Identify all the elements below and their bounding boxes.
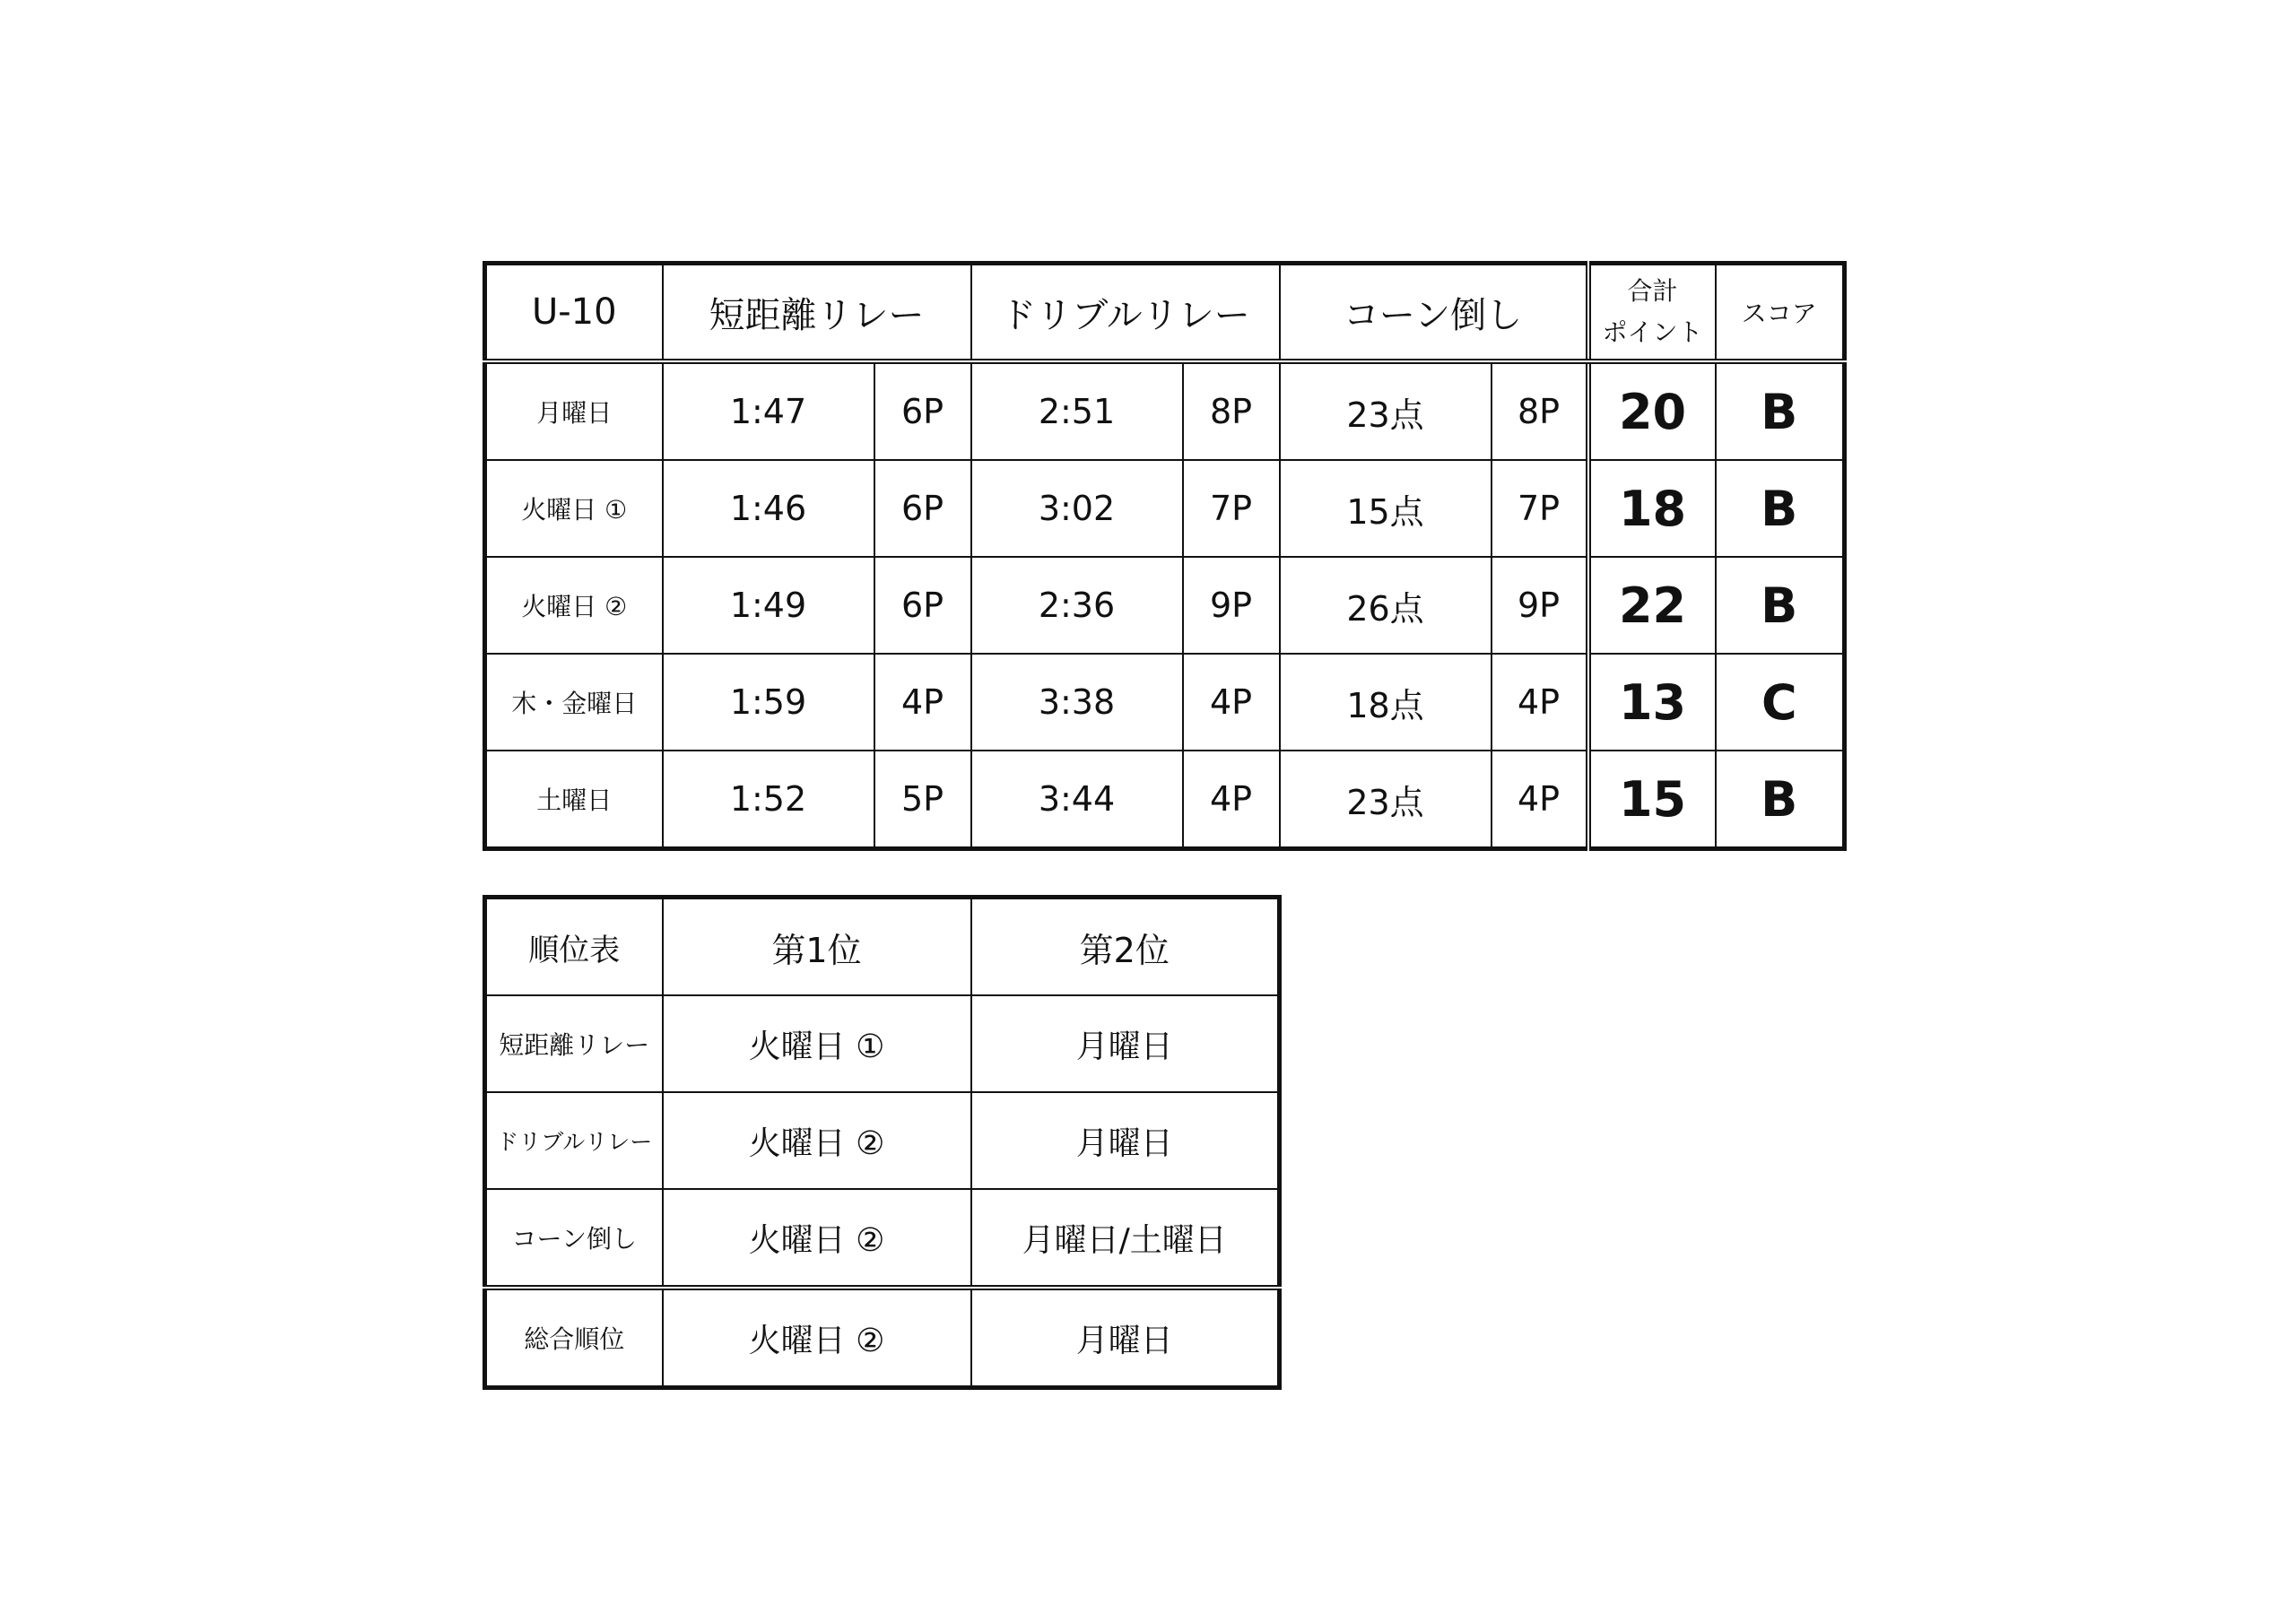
event-label: 短距離リレー bbox=[485, 995, 663, 1092]
dribble-points: 4P bbox=[1183, 751, 1280, 849]
score-header: スコア bbox=[1716, 264, 1845, 362]
sprint-relay-header: 短距離リレー bbox=[663, 264, 971, 362]
dribble-time: 2:51 bbox=[971, 361, 1183, 460]
sprint-points: 6P bbox=[874, 460, 971, 557]
day-label: 月曜日 bbox=[485, 361, 663, 460]
dribble-points: 9P bbox=[1183, 557, 1280, 654]
sprint-points: 6P bbox=[874, 557, 971, 654]
total-points: 15 bbox=[1588, 751, 1716, 849]
score-table-header-row bbox=[485, 264, 1845, 362]
cone-score: 26点 bbox=[1280, 557, 1492, 654]
cone-points: 9P bbox=[1492, 557, 1588, 654]
ranking-table bbox=[483, 895, 1282, 1390]
score-row bbox=[485, 361, 1845, 460]
first-place: 火曜日 ② bbox=[663, 1288, 971, 1388]
event-label: コーン倒し bbox=[485, 1189, 663, 1288]
cone-score: 23点 bbox=[1280, 751, 1492, 849]
cone-points: 7P bbox=[1492, 460, 1588, 557]
sprint-time: 1:49 bbox=[663, 557, 874, 654]
day-label: 火曜日 ① bbox=[485, 460, 663, 557]
dribble-points: 4P bbox=[1183, 654, 1280, 751]
score-row bbox=[485, 460, 1845, 557]
dribble-relay-header: ドリブルリレー bbox=[971, 264, 1280, 362]
cone-score: 23点 bbox=[1280, 361, 1492, 460]
dribble-time: 2:36 bbox=[971, 557, 1183, 654]
first-place: 火曜日 ① bbox=[663, 995, 971, 1092]
day-label: 土曜日 bbox=[485, 751, 663, 849]
dribble-points: 8P bbox=[1183, 361, 1280, 460]
cone-score: 18点 bbox=[1280, 654, 1492, 751]
cone-points: 4P bbox=[1492, 654, 1588, 751]
sprint-points: 5P bbox=[874, 751, 971, 849]
cone-score: 15点 bbox=[1280, 460, 1492, 557]
sprint-points: 4P bbox=[874, 654, 971, 751]
day-label: 木・金曜日 bbox=[485, 654, 663, 751]
ranking-row bbox=[485, 1092, 1280, 1189]
second-place: 月曜日/土曜日 bbox=[971, 1189, 1280, 1288]
second-place: 月曜日 bbox=[971, 1092, 1280, 1189]
sprint-time: 1:47 bbox=[663, 361, 874, 460]
total-points-header-line1: 合計 bbox=[1627, 276, 1678, 306]
score-table bbox=[483, 261, 1847, 851]
total-points: 20 bbox=[1588, 361, 1716, 460]
grade: C bbox=[1716, 654, 1845, 751]
second-place-header: 第2位 bbox=[971, 898, 1280, 996]
cone-knockdown-header: コーン倒し bbox=[1280, 264, 1588, 362]
total-points: 18 bbox=[1588, 460, 1716, 557]
dribble-time: 3:44 bbox=[971, 751, 1183, 849]
grade: B bbox=[1716, 751, 1845, 849]
ranking-row bbox=[485, 1189, 1280, 1288]
ranking-row-overall bbox=[485, 1288, 1280, 1388]
event-label: ドリブルリレー bbox=[485, 1092, 663, 1189]
score-row bbox=[485, 751, 1845, 849]
first-place: 火曜日 ② bbox=[663, 1092, 971, 1189]
score-row bbox=[485, 557, 1845, 654]
age-group-title: U-10 bbox=[485, 264, 663, 362]
total-points: 22 bbox=[1588, 557, 1716, 654]
ranking-row bbox=[485, 995, 1280, 1092]
event-label: 総合順位 bbox=[485, 1288, 663, 1388]
total-points: 13 bbox=[1588, 654, 1716, 751]
dribble-time: 3:02 bbox=[971, 460, 1183, 557]
total-points-header bbox=[1588, 264, 1716, 362]
sprint-time: 1:59 bbox=[663, 654, 874, 751]
total-points-header-line2: ポイント bbox=[1602, 317, 1703, 347]
sprint-points: 6P bbox=[874, 361, 971, 460]
sprint-time: 1:46 bbox=[663, 460, 874, 557]
day-label: 火曜日 ② bbox=[485, 557, 663, 654]
ranking-header-row bbox=[485, 898, 1280, 996]
sprint-time: 1:52 bbox=[663, 751, 874, 849]
dribble-time: 3:38 bbox=[971, 654, 1183, 751]
dribble-points: 7P bbox=[1183, 460, 1280, 557]
cone-points: 4P bbox=[1492, 751, 1588, 849]
second-place: 月曜日 bbox=[971, 1288, 1280, 1388]
score-row bbox=[485, 654, 1845, 751]
grade: B bbox=[1716, 557, 1845, 654]
grade: B bbox=[1716, 460, 1845, 557]
first-place: 火曜日 ② bbox=[663, 1189, 971, 1288]
cone-points: 8P bbox=[1492, 361, 1588, 460]
second-place: 月曜日 bbox=[971, 995, 1280, 1092]
ranking-title: 順位表 bbox=[485, 898, 663, 996]
grade: B bbox=[1716, 361, 1845, 460]
first-place-header: 第1位 bbox=[663, 898, 971, 996]
